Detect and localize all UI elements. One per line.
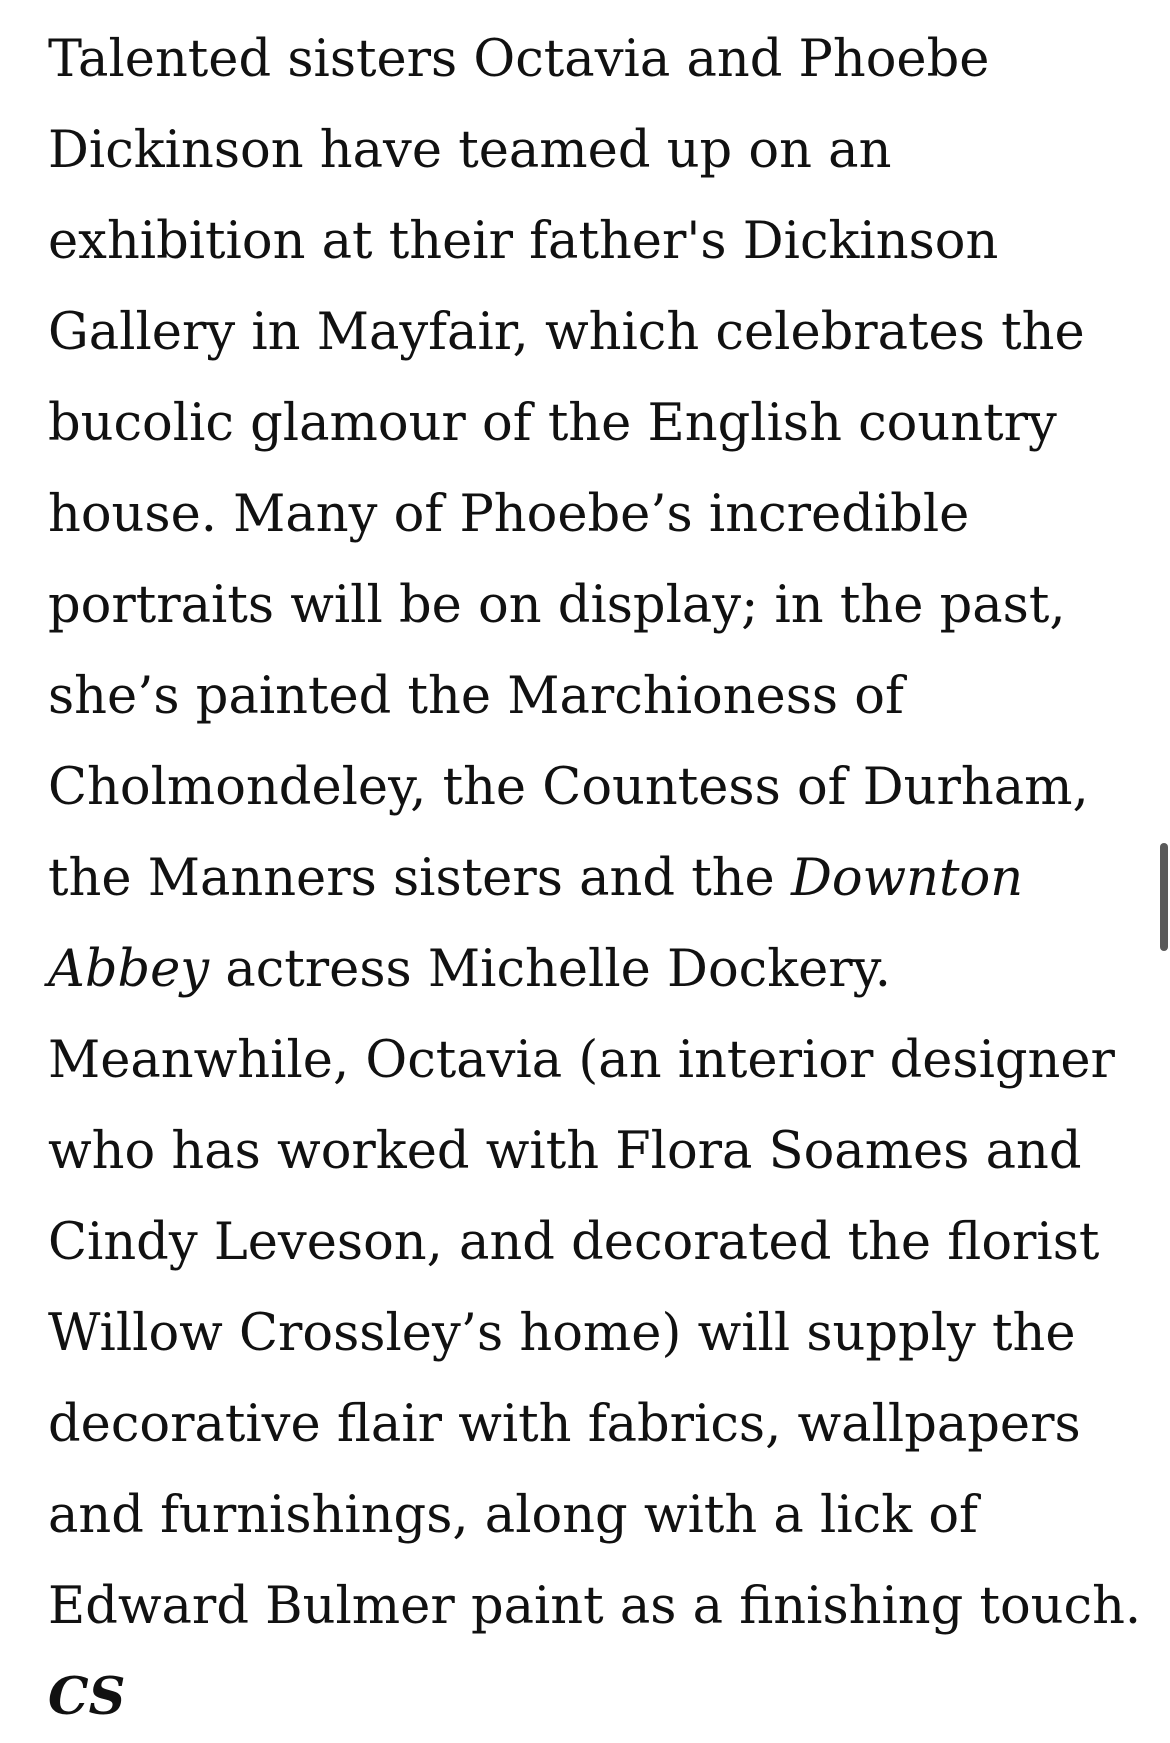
text-line: Cindy Leveson, and decorated the florist [48, 1213, 1100, 1272]
text-line: decorative flair with fabrics, wallpapers [48, 1395, 1081, 1454]
text-line: who has worked with Flora Soames and [48, 1122, 1082, 1181]
text-line [48, 833, 1133, 924]
text-line: Willow Crossley’s home) will supply the [48, 1304, 1076, 1363]
text-line: Dickinson have teamed up on an [48, 121, 892, 180]
text-line: portraits will be on display; in the past, [48, 576, 1066, 635]
scrollbar-thumb[interactable] [1160, 843, 1168, 951]
text-line: Cholmondeley, the Countess of Durham, [48, 758, 1089, 817]
text-fragment: actress Michelle Dockery. [209, 940, 891, 999]
text-line [48, 924, 1133, 1015]
text-line: bucolic glamour of the English country [48, 394, 1057, 453]
text-line: Gallery in Mayfair, which celebrates the [48, 303, 1085, 362]
text-line: Meanwhile, Octavia (an interior designer [48, 1031, 1115, 1090]
text-fragment: the Manners sisters and the [48, 849, 791, 908]
author-byline: CS [48, 1667, 126, 1727]
article-body [48, 14, 1142, 1743]
italic-title-fragment: Abbey [48, 940, 210, 999]
text-line: she’s painted the Marchioness of [48, 667, 904, 726]
text-line: exhibition at their father's Dickinson [48, 212, 999, 271]
italic-title-fragment: Downton [790, 849, 1024, 908]
text-line: and furnishings, along with a lick of [48, 1486, 978, 1545]
text-line: Talented sisters Octavia and Phoebe [48, 30, 990, 89]
text-line: house. Many of Phoebe’s incredible [48, 485, 970, 544]
text-line: Edward Bulmer paint as a finishing touch. [48, 1577, 1142, 1636]
